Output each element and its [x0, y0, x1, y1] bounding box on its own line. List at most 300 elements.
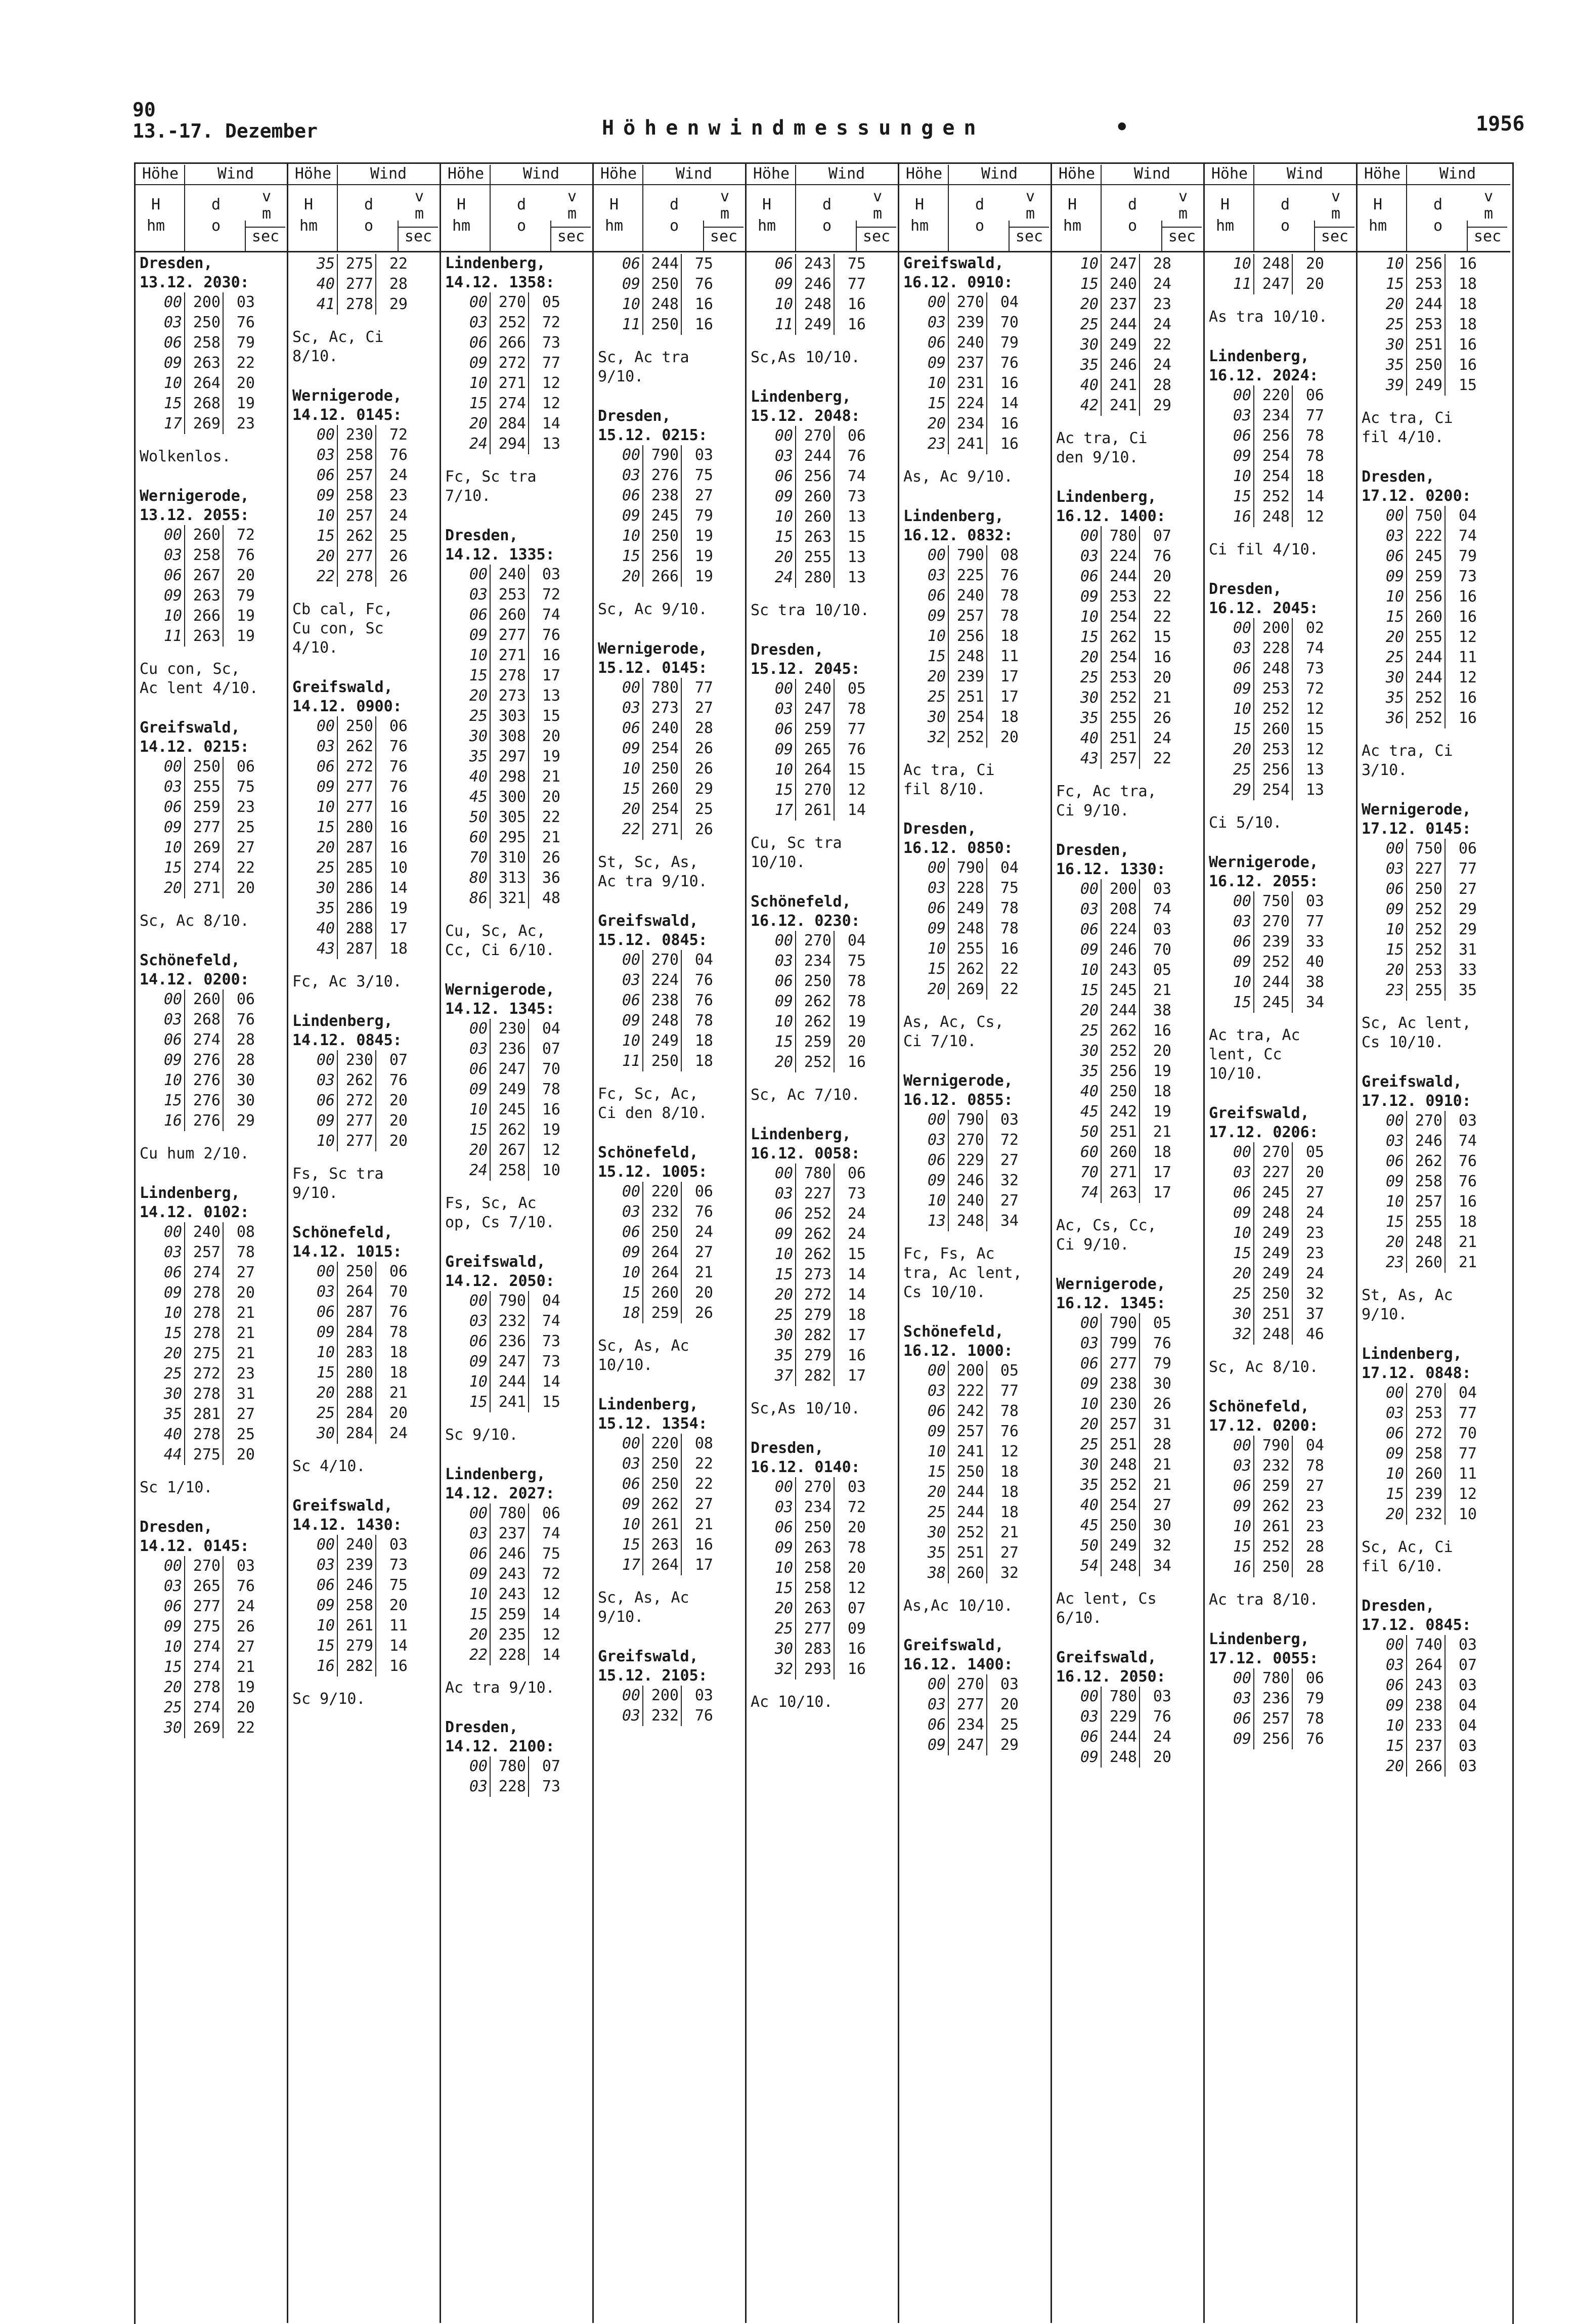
height-cell: 06 [774, 972, 793, 990]
table-row [899, 1674, 1051, 1695]
speed-cell: 78 [986, 606, 1022, 626]
table-row [899, 1482, 1051, 1502]
height-cell: 39 [1385, 376, 1404, 394]
height-cell: 00 [1385, 1636, 1404, 1654]
direction-cell: 274 [184, 1263, 223, 1283]
height-cell: 25 [469, 707, 488, 725]
speed-cell: 70 [1445, 1424, 1480, 1444]
station-block [136, 951, 287, 1164]
height-cell: 09 [774, 488, 793, 505]
direction-cell: 252 [490, 313, 528, 333]
table-row [747, 1032, 898, 1052]
height-cell: 03 [1385, 527, 1404, 545]
table-row [747, 527, 898, 547]
speed-cell: 46 [1292, 1324, 1327, 1345]
station-block [136, 254, 287, 466]
speed-cell: 24 [834, 1204, 869, 1224]
height-cell: 15 [1080, 628, 1099, 646]
height-cell: 03 [774, 1185, 793, 1202]
table-row [1358, 254, 1510, 274]
table-row [594, 1031, 745, 1051]
table-row [288, 919, 440, 939]
height-cell: 09 [1080, 941, 1099, 959]
speed-cell: 19 [223, 394, 258, 414]
height-cell: 10 [316, 1344, 335, 1361]
cloud-note: Cu con, Sc, Ac lent 4/10. [140, 660, 258, 697]
height-cell: 15 [774, 1579, 793, 1597]
direction-cell: 251 [948, 1543, 986, 1563]
speed-cell: 12 [1292, 740, 1327, 760]
speed-cell: 72 [375, 425, 411, 445]
height-cell: 35 [1080, 709, 1099, 727]
direction-cell: 270 [795, 1477, 834, 1497]
direction-cell: 255 [1406, 1212, 1445, 1232]
speed-cell: 17 [986, 687, 1022, 707]
direction-cell: 255 [1406, 627, 1445, 648]
station-heading: Dresden, 15.12. 2045: [751, 641, 860, 678]
header-d [975, 194, 984, 237]
direction-cell: 278 [184, 1677, 223, 1698]
table-row [288, 1322, 440, 1343]
speed-cell: 48 [528, 888, 563, 909]
table-row [288, 858, 440, 878]
direction-cell: 255 [184, 777, 223, 797]
direction-cell: 278 [490, 666, 528, 686]
speed-cell: 18 [986, 626, 1022, 647]
speed-cell: 78 [834, 699, 869, 719]
speed-cell: 21 [528, 767, 563, 787]
direction-cell: 249 [642, 1031, 681, 1051]
speed-cell: 03 [986, 1110, 1022, 1130]
header-m-label: m [414, 205, 424, 223]
height-cell: 06 [1385, 880, 1404, 898]
speed-cell: 23 [1139, 294, 1174, 315]
speed-cell: 79 [223, 333, 258, 353]
table-row [1358, 1736, 1510, 1756]
table-row [1205, 466, 1356, 487]
direction-cell: 263 [184, 626, 223, 647]
speed-cell: 11 [375, 1616, 411, 1636]
station-heading: Schönefeld, 15.12. 1005: [598, 1144, 708, 1181]
speed-cell: 70 [1139, 940, 1174, 960]
speed-cell: 16 [834, 315, 869, 335]
header-d-label: d [1433, 196, 1443, 213]
direction-cell: 253 [490, 585, 528, 605]
height-cell: 23 [927, 435, 946, 453]
cloud-note: Ci 5/10. [1209, 814, 1282, 832]
speed-cell: 18 [375, 1343, 411, 1363]
height-cell: 06 [1233, 1477, 1251, 1495]
direction-cell: 277 [337, 1131, 375, 1151]
height-cell: 25 [1080, 1436, 1099, 1453]
height-cell: 20 [1385, 1233, 1404, 1251]
station-block [899, 254, 1051, 487]
direction-cell: 250 [1101, 1516, 1139, 1536]
direction-cell: 276 [642, 465, 681, 486]
header-h-label: H [1220, 196, 1230, 213]
speed-cell: 21 [223, 1303, 258, 1323]
table-column [136, 164, 288, 2323]
height-cell: 09 [1385, 568, 1404, 585]
direction-cell: 275 [184, 1344, 223, 1364]
speed-cell: 20 [375, 1596, 411, 1616]
height-cell: 15 [469, 667, 488, 684]
height-cell: 10 [622, 527, 640, 545]
table-row [441, 1331, 592, 1352]
direction-cell: 240 [948, 586, 986, 606]
speed-cell: 37 [1292, 1304, 1327, 1324]
direction-cell: 246 [1101, 940, 1139, 960]
table-row [594, 274, 745, 294]
speed-cell: 22 [681, 1454, 716, 1474]
direction-cell: 790 [1101, 1313, 1139, 1333]
direction-cell: 266 [184, 606, 223, 626]
direction-cell: 268 [184, 1010, 223, 1030]
speed-cell: 06 [375, 1262, 411, 1282]
height-cell: 10 [774, 761, 793, 779]
height-cell: 15 [774, 528, 793, 546]
height-cell: 03 [622, 971, 640, 989]
height-cell: 70 [1080, 1164, 1099, 1181]
speed-cell: 22 [1139, 587, 1174, 607]
height-cell: 03 [1385, 1404, 1404, 1422]
direction-cell: 252 [1253, 952, 1292, 972]
height-cell: 30 [1080, 1456, 1099, 1474]
direction-cell: 270 [642, 950, 681, 970]
height-cell: 30 [774, 1326, 793, 1344]
direction-cell: 250 [642, 1454, 681, 1474]
station-block [288, 254, 440, 366]
height-cell: 40 [163, 1426, 182, 1443]
header-bullet: • [1115, 114, 1129, 140]
direction-cell: 275 [184, 1617, 223, 1637]
speed-cell: 23 [1292, 1496, 1327, 1517]
speed-cell: 16 [986, 414, 1022, 434]
direction-cell: 267 [490, 1140, 528, 1160]
direction-cell: 232 [642, 1202, 681, 1222]
direction-cell: 270 [1406, 1111, 1445, 1131]
header-h [299, 194, 318, 237]
station-heading: Lindenberg, 15.12. 1354: [598, 1396, 708, 1433]
speed-cell: 20 [1139, 1747, 1174, 1768]
direction-cell: 255 [1406, 980, 1445, 1001]
header-d [822, 194, 832, 237]
height-cell: 15 [469, 1393, 488, 1411]
direction-cell: 259 [490, 1605, 528, 1625]
direction-cell: 244 [1406, 668, 1445, 688]
table-column [441, 164, 594, 2323]
speed-cell: 15 [528, 706, 563, 726]
speed-cell: 31 [1139, 1414, 1174, 1435]
direction-cell: 250 [1406, 355, 1445, 375]
table-row [899, 727, 1051, 748]
table-row [1358, 1464, 1510, 1484]
direction-cell: 250 [642, 274, 681, 294]
speed-cell: 16 [986, 373, 1022, 394]
height-cell: 09 [1385, 1697, 1404, 1714]
height-cell: 03 [1080, 900, 1099, 918]
direction-cell: 250 [642, 1474, 681, 1494]
height-cell: 20 [927, 980, 946, 998]
table-row [899, 979, 1051, 1000]
direction-cell: 260 [795, 487, 834, 507]
table-row [1052, 396, 1203, 416]
speed-cell: 78 [986, 1401, 1022, 1422]
speed-cell: 12 [1292, 507, 1327, 527]
height-cell: 09 [163, 587, 182, 605]
direction-cell: 240 [490, 565, 528, 585]
header-h-label: H [304, 196, 314, 213]
direction-cell: 236 [1253, 1689, 1292, 1709]
height-cell: 41 [316, 295, 335, 313]
header-v [708, 188, 742, 223]
table-row [1358, 1756, 1510, 1777]
column-header [1205, 164, 1356, 252]
height-cell: 10 [774, 295, 793, 313]
table-row [1052, 1061, 1203, 1082]
header-top-row [441, 164, 592, 185]
speed-cell: 07 [834, 1599, 869, 1619]
height-cell: 09 [1233, 1730, 1251, 1748]
direction-cell: 252 [1406, 688, 1445, 708]
height-cell: 54 [1080, 1557, 1099, 1575]
direction-cell: 277 [184, 1597, 223, 1617]
direction-cell: 287 [337, 939, 375, 959]
height-cell: 36 [1385, 709, 1404, 727]
table-row [1358, 859, 1510, 879]
direction-cell: 251 [1406, 335, 1445, 355]
speed-cell: 21 [375, 1383, 411, 1403]
speed-cell: 04 [1445, 1696, 1480, 1716]
table-row [747, 1052, 898, 1072]
speed-cell: 21 [528, 828, 563, 848]
speed-cell: 72 [528, 313, 563, 333]
direction-cell: 257 [948, 1422, 986, 1442]
cloud-note: Ac tra, Ci den 9/10. [1056, 429, 1148, 466]
height-cell: 60 [1080, 1143, 1099, 1161]
header-divider [1101, 184, 1102, 251]
table-row [1358, 708, 1510, 728]
table-row [1052, 1142, 1203, 1163]
cloud-note: Fs, Sc tra 9/10. [292, 1165, 384, 1202]
speed-cell: 28 [1292, 1537, 1327, 1557]
height-cell: 35 [316, 899, 335, 917]
station-block [441, 254, 592, 506]
height-cell: 25 [163, 1365, 182, 1383]
table-row [136, 545, 287, 566]
speed-cell: 16 [834, 1052, 869, 1072]
height-cell: 10 [163, 607, 182, 625]
table-row [136, 1283, 287, 1303]
direction-cell: 254 [1253, 446, 1292, 466]
speed-cell: 24 [375, 506, 411, 526]
header-d-label: d [517, 196, 527, 213]
cloud-note: Ac tra 9/10. [445, 1679, 555, 1697]
table-row [441, 605, 592, 625]
direction-cell: 250 [795, 1518, 834, 1538]
header-wind: Wind [981, 165, 1018, 183]
height-cell: 15 [1385, 1737, 1404, 1755]
speed-cell: 20 [223, 1283, 258, 1303]
direction-cell: 255 [948, 939, 986, 959]
station-heading: Lindenberg, 14.12. 1358: [445, 254, 555, 291]
table-row [1205, 1456, 1356, 1476]
header-d-label: d [822, 196, 832, 213]
height-cell: 15 [622, 1536, 640, 1554]
direction-cell: 250 [642, 1051, 681, 1071]
table-row [1358, 294, 1510, 315]
station-heading: Lindenberg, 14.12. 0845: [292, 1012, 402, 1049]
height-cell: 35 [1385, 689, 1404, 707]
direction-cell: 263 [184, 586, 223, 606]
direction-cell: 239 [948, 313, 986, 333]
table-row [136, 817, 287, 838]
direction-cell: 258 [1406, 1172, 1445, 1192]
speed-cell: 23 [1292, 1517, 1327, 1537]
speed-cell: 30 [223, 1091, 258, 1111]
table-row [1052, 294, 1203, 315]
speed-cell: 14 [528, 1605, 563, 1625]
direction-cell: 259 [1406, 567, 1445, 587]
height-cell: 25 [1385, 316, 1404, 333]
height-cell: 25 [1080, 1022, 1099, 1040]
speed-cell: 21 [681, 1515, 716, 1535]
height-cell: 06 [163, 1031, 182, 1049]
height-cell: 00 [163, 293, 182, 311]
direction-cell: 246 [490, 1544, 528, 1564]
cloud-note: Sc, As, Ac 9/10. [598, 1589, 689, 1626]
cloud-note: Sc, Ac 9/10. [598, 600, 708, 618]
height-cell: 09 [316, 1597, 335, 1614]
speed-cell: 04 [681, 950, 716, 970]
direction-cell: 248 [642, 294, 681, 315]
speed-cell: 78 [1292, 1709, 1327, 1729]
height-cell: 15 [469, 1121, 488, 1139]
page-number: 90 [133, 99, 156, 121]
height-cell: 10 [1080, 961, 1099, 979]
speed-cell: 16 [681, 315, 716, 335]
station-heading: Greifswald, 14.12. 2050: [445, 1253, 555, 1290]
cloud-note: Cu hum 2/10. [140, 1145, 249, 1163]
direction-cell: 254 [1101, 607, 1139, 627]
height-cell: 35 [927, 1544, 946, 1562]
direction-cell: 264 [184, 373, 223, 394]
table-row [1358, 567, 1510, 587]
height-cell: 00 [163, 1223, 182, 1241]
table-row [1358, 839, 1510, 859]
direction-cell: 240 [948, 1191, 986, 1211]
speed-cell: 10 [1445, 1504, 1480, 1525]
table-row [899, 1130, 1051, 1150]
speed-cell: 78 [528, 1080, 563, 1100]
speed-cell: 03 [375, 1535, 411, 1555]
speed-cell: 03 [1445, 1111, 1480, 1131]
height-cell: 09 [469, 1565, 488, 1583]
direction-cell: 258 [184, 545, 223, 566]
direction-cell: 220 [1253, 385, 1292, 406]
height-cell: 09 [316, 487, 335, 504]
table-row [1052, 1374, 1203, 1394]
table-row [441, 1120, 592, 1140]
height-cell: 25 [1080, 316, 1099, 333]
table-row [747, 971, 898, 992]
cloud-note: Ac lent, Cs 6/10. [1056, 1590, 1157, 1627]
direction-cell: 251 [948, 687, 986, 707]
table-row [1205, 1537, 1356, 1557]
speed-cell: 35 [1445, 980, 1480, 1001]
station-heading: Wernigerode, 16.12. 0855: [903, 1072, 1013, 1109]
direction-cell: 282 [795, 1366, 834, 1386]
direction-cell: 244 [1101, 315, 1139, 335]
column-body [899, 254, 1051, 1776]
table-row [1205, 638, 1356, 659]
table-row [594, 779, 745, 799]
direction-cell: 266 [1406, 1756, 1445, 1777]
speed-cell: 70 [986, 313, 1022, 333]
direction-cell: 225 [948, 566, 986, 586]
direction-cell: 264 [642, 1263, 681, 1283]
direction-cell: 249 [1253, 1243, 1292, 1264]
direction-cell: 740 [1406, 1635, 1445, 1655]
direction-cell: 228 [490, 1645, 528, 1665]
height-cell: 22 [316, 568, 335, 585]
height-cell: 09 [1080, 1748, 1099, 1766]
speed-cell: 02 [1292, 618, 1327, 638]
table-row [288, 737, 440, 757]
speed-cell: 78 [223, 1242, 258, 1263]
station-heading: Lindenberg, 14.12. 0102: [140, 1184, 249, 1221]
height-cell: 00 [622, 951, 640, 969]
header-sec-label: sec [857, 227, 896, 245]
speed-cell: 73 [375, 1555, 411, 1575]
direction-cell: 270 [1406, 1383, 1445, 1403]
direction-cell: 239 [337, 1555, 375, 1575]
direction-cell: 248 [1101, 1556, 1139, 1576]
direction-cell: 250 [795, 971, 834, 992]
height-cell: 10 [1080, 255, 1099, 273]
direction-cell: 244 [1406, 294, 1445, 315]
direction-cell: 250 [642, 526, 681, 546]
speed-cell: 78 [834, 992, 869, 1012]
height-cell: 06 [622, 1475, 640, 1493]
direction-cell: 261 [337, 1616, 375, 1636]
cloud-note: Cb cal, Fc, Cu con, Sc 4/10. [292, 600, 393, 657]
direction-cell: 266 [642, 567, 681, 587]
height-cell: 10 [163, 839, 182, 856]
height-cell: 10 [316, 507, 335, 525]
direction-cell: 253 [1406, 274, 1445, 294]
speed-cell: 72 [1292, 679, 1327, 699]
direction-cell: 245 [490, 1100, 528, 1120]
height-cell: 17 [774, 801, 793, 819]
height-cell: 25 [927, 688, 946, 706]
table-row [1052, 375, 1203, 396]
column-body [747, 254, 898, 1732]
height-cell: 00 [469, 1757, 488, 1775]
speed-cell: 04 [528, 1019, 563, 1039]
height-cell: 09 [1385, 1173, 1404, 1190]
table-row [1358, 1635, 1510, 1655]
direction-cell: 245 [1101, 980, 1139, 1001]
direction-cell: 237 [1406, 1736, 1445, 1756]
speed-cell: 24 [1139, 274, 1174, 294]
speed-cell: 03 [1139, 879, 1174, 899]
station-block [1358, 800, 1510, 1052]
direction-cell: 238 [642, 991, 681, 1011]
height-cell: 10 [622, 760, 640, 778]
speed-cell: 22 [1139, 607, 1174, 627]
direction-cell: 262 [490, 1120, 528, 1140]
